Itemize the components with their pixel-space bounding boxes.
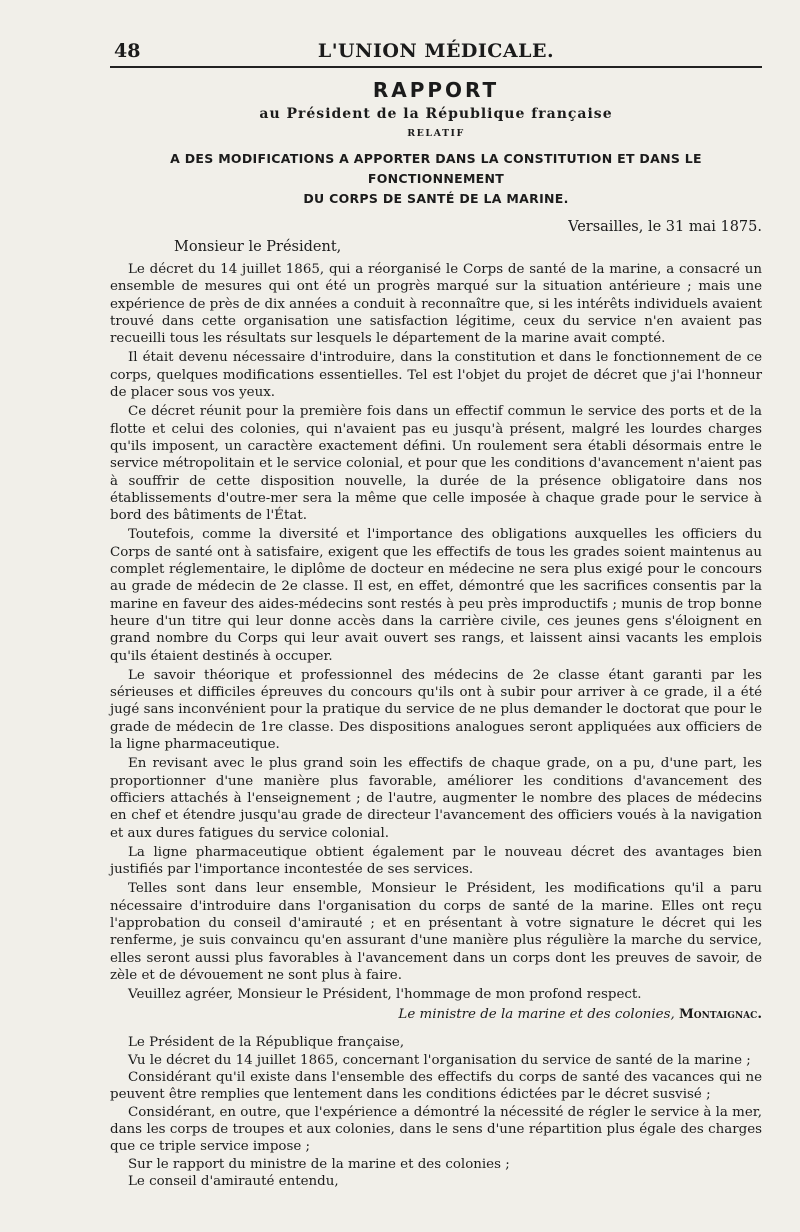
decree-line: Sur le rapport du ministre de la marine et des colonies ; [128,1156,510,1172]
paragraph: Telles sont dans leur ensemble, Monsieur le Président, les modifications qu'il a paru nécessaire d'introduire dans l'organisation du corps de santé de la marine. Elles ont reçu l'approbation du conseil d'amirauté ; et en présentant à votre signature le décret qui les renferme, je suis convaincu qu'en assurant d'une manière plus régulière la marche du service, elles seront aussi plus favorables à l'avancement dans un corps dont les preuves de savoir, de zèle et de dévouement ne sont plus à faire. [110,881,762,983]
signature [110,1005,762,1024]
salutation: Monsieur le Président, [174,239,342,255]
page-number: 48 [114,40,141,62]
decree-preamble [110,1034,762,1190]
paragraph: Toutefois, comme la diversité et l'importance des obligations auxquelles les officiers du Corps de santé ont à satisfaire, exigent que les effectifs de tous les grades soient maintenus au complet réglementaire, le diplôme de docteur en médecine ne sera plus exigé pour le concours au grade de médecin de 2e classe. Il est, en effet, démontré que les sacrifices consentis par la marine en faveur des aides-médecins sont restés à peu près improductifs ; munis de trop bonne heure d'un titre qui leur donne accès dans la carrière civile, ces jeunes gens s'éloignent en grand nombre du Corps qui leur avait ouvert ses rangs, et laissent ainsi vacants les emplois qu'ils étaient destinés à occuper. [110,527,762,664]
report-subject-line-2: DU CORPS DE SANTÉ DE LA MARINE. [303,191,569,206]
decree-line: Le conseil d'amirauté entendu, [128,1173,339,1189]
report-relatif: RELATIF [407,128,465,139]
decree-line: Considérant qu'il existe dans l'ensemble des effectifs du corps de santé des vacances qui ne peuvent être remplies que lentement dans les conditions édictées par le décret susvisé ; [110,1070,762,1103]
paragraph: Veuillez agréer, Monsieur le Président, l'hommage de mon profond respect. [128,987,642,1003]
paragraph: La ligne pharmaceutique obtient également par le nouveau décret des avantages bien justifiés par l'importance incontestée de ses services. [110,844,762,878]
paragraph: Le décret du 14 juillet 1865, qui a réorganisé le Corps de santé de la marine, a consacré un ensemble de mesures qui ont été un progrès marqué sur la situation antérieure ; mais une expérience de près de dix années a conduit à reconnaître que, si les intérêts individuels avaient trouvé dans cette organisation une satisfaction légitime, ceux du service n'en avaient pas recueilli tous les résultats sur lesquels le département de la marine avait compté. [110,262,762,347]
report-subject [110,149,762,209]
report-subtitle: au Président de la République française [259,106,613,122]
paragraph: En revisant avec le plus grand soin les effectifs de chaque grade, on a pu, d'une part, les proportionner d'une manière plus favorable, améliorer les conditions d'avancement des officiers attachés à l'enseignement ; de l'autre, augmenter le nombre des places de médecins en chef et étendre jusqu'au grade de directeur l'avancement des officiers voués à la navigation et aux dures fatigues du service colonial. [110,756,762,841]
decree-line: Considérant, en outre, que l'expérience a démontré la nécessité de régler le service à la mer, dans les corps de troupes et aux colonies, dans le sens d'une répartition plus égale des charges que ce triple service impose ; [110,1104,762,1155]
signature-name: Montaignac. [678,1006,762,1023]
paragraph: Le savoir théorique et professionnel des médecins de 2e classe étant garanti par les sérieuses et difficiles épreuves du concours qu'ils ont à subir pour arriver à ce grade, il a été jugé sans inconvénient pour la pratique du service de ne plus demander le doctorat que pour le grade de médecin de 1re classe. Des dispositions analogues seront appliquées aux officiers de la ligne pharmaceutique. [110,667,762,753]
decree-line: Le Président de la République française, [128,1035,405,1051]
decree-line: Vu le décret du 14 juillet 1865, concernant l'organisation du service de santé de la marine ; [128,1052,751,1068]
paragraph: Ce décret réunit pour la première fois dans un effectif commun le service des ports et de la flotte et celui des colonies, qui n'avaient pas eu jusqu'à présent, malgré les lourdes charges qu'ils imposent, un caractère exactement défini. Un roulement sera établi désormais entre le service métropolitain et le service colonial, et pour que les conditions d'avancement n'aient pas à souffrir de cette disposition nouvelle, la durée de la présence obligatoire dans nos établissements d'outre-mer sera la même que celle imposée à chaque grade pour le service à bord des bâtiments de l'État. [110,404,762,524]
running-head [110,40,762,68]
article-body [110,78,762,1190]
report-subject-line-1: A DES MODIFICATIONS A APPORTER DANS LA CONSTITUTION ET DANS LE FONCTIONNEMENT [170,151,702,186]
dateline: Versailles, le 31 mai 1875. [568,219,762,235]
report-title: RAPPORT [372,78,500,102]
paragraph: Il était devenu nécessaire d'introduire, dans la constitution et dans le fonctionnement de ce corps, quelques modifications essentielles. Tel est l'objet du projet de décret que j'ai l'honneur de placer sous vos yeux. [110,350,762,401]
journal-title: L'UNION MÉDICALE. [317,40,555,62]
signature-role: Le ministre de la marine et des colonies, [398,1007,675,1023]
